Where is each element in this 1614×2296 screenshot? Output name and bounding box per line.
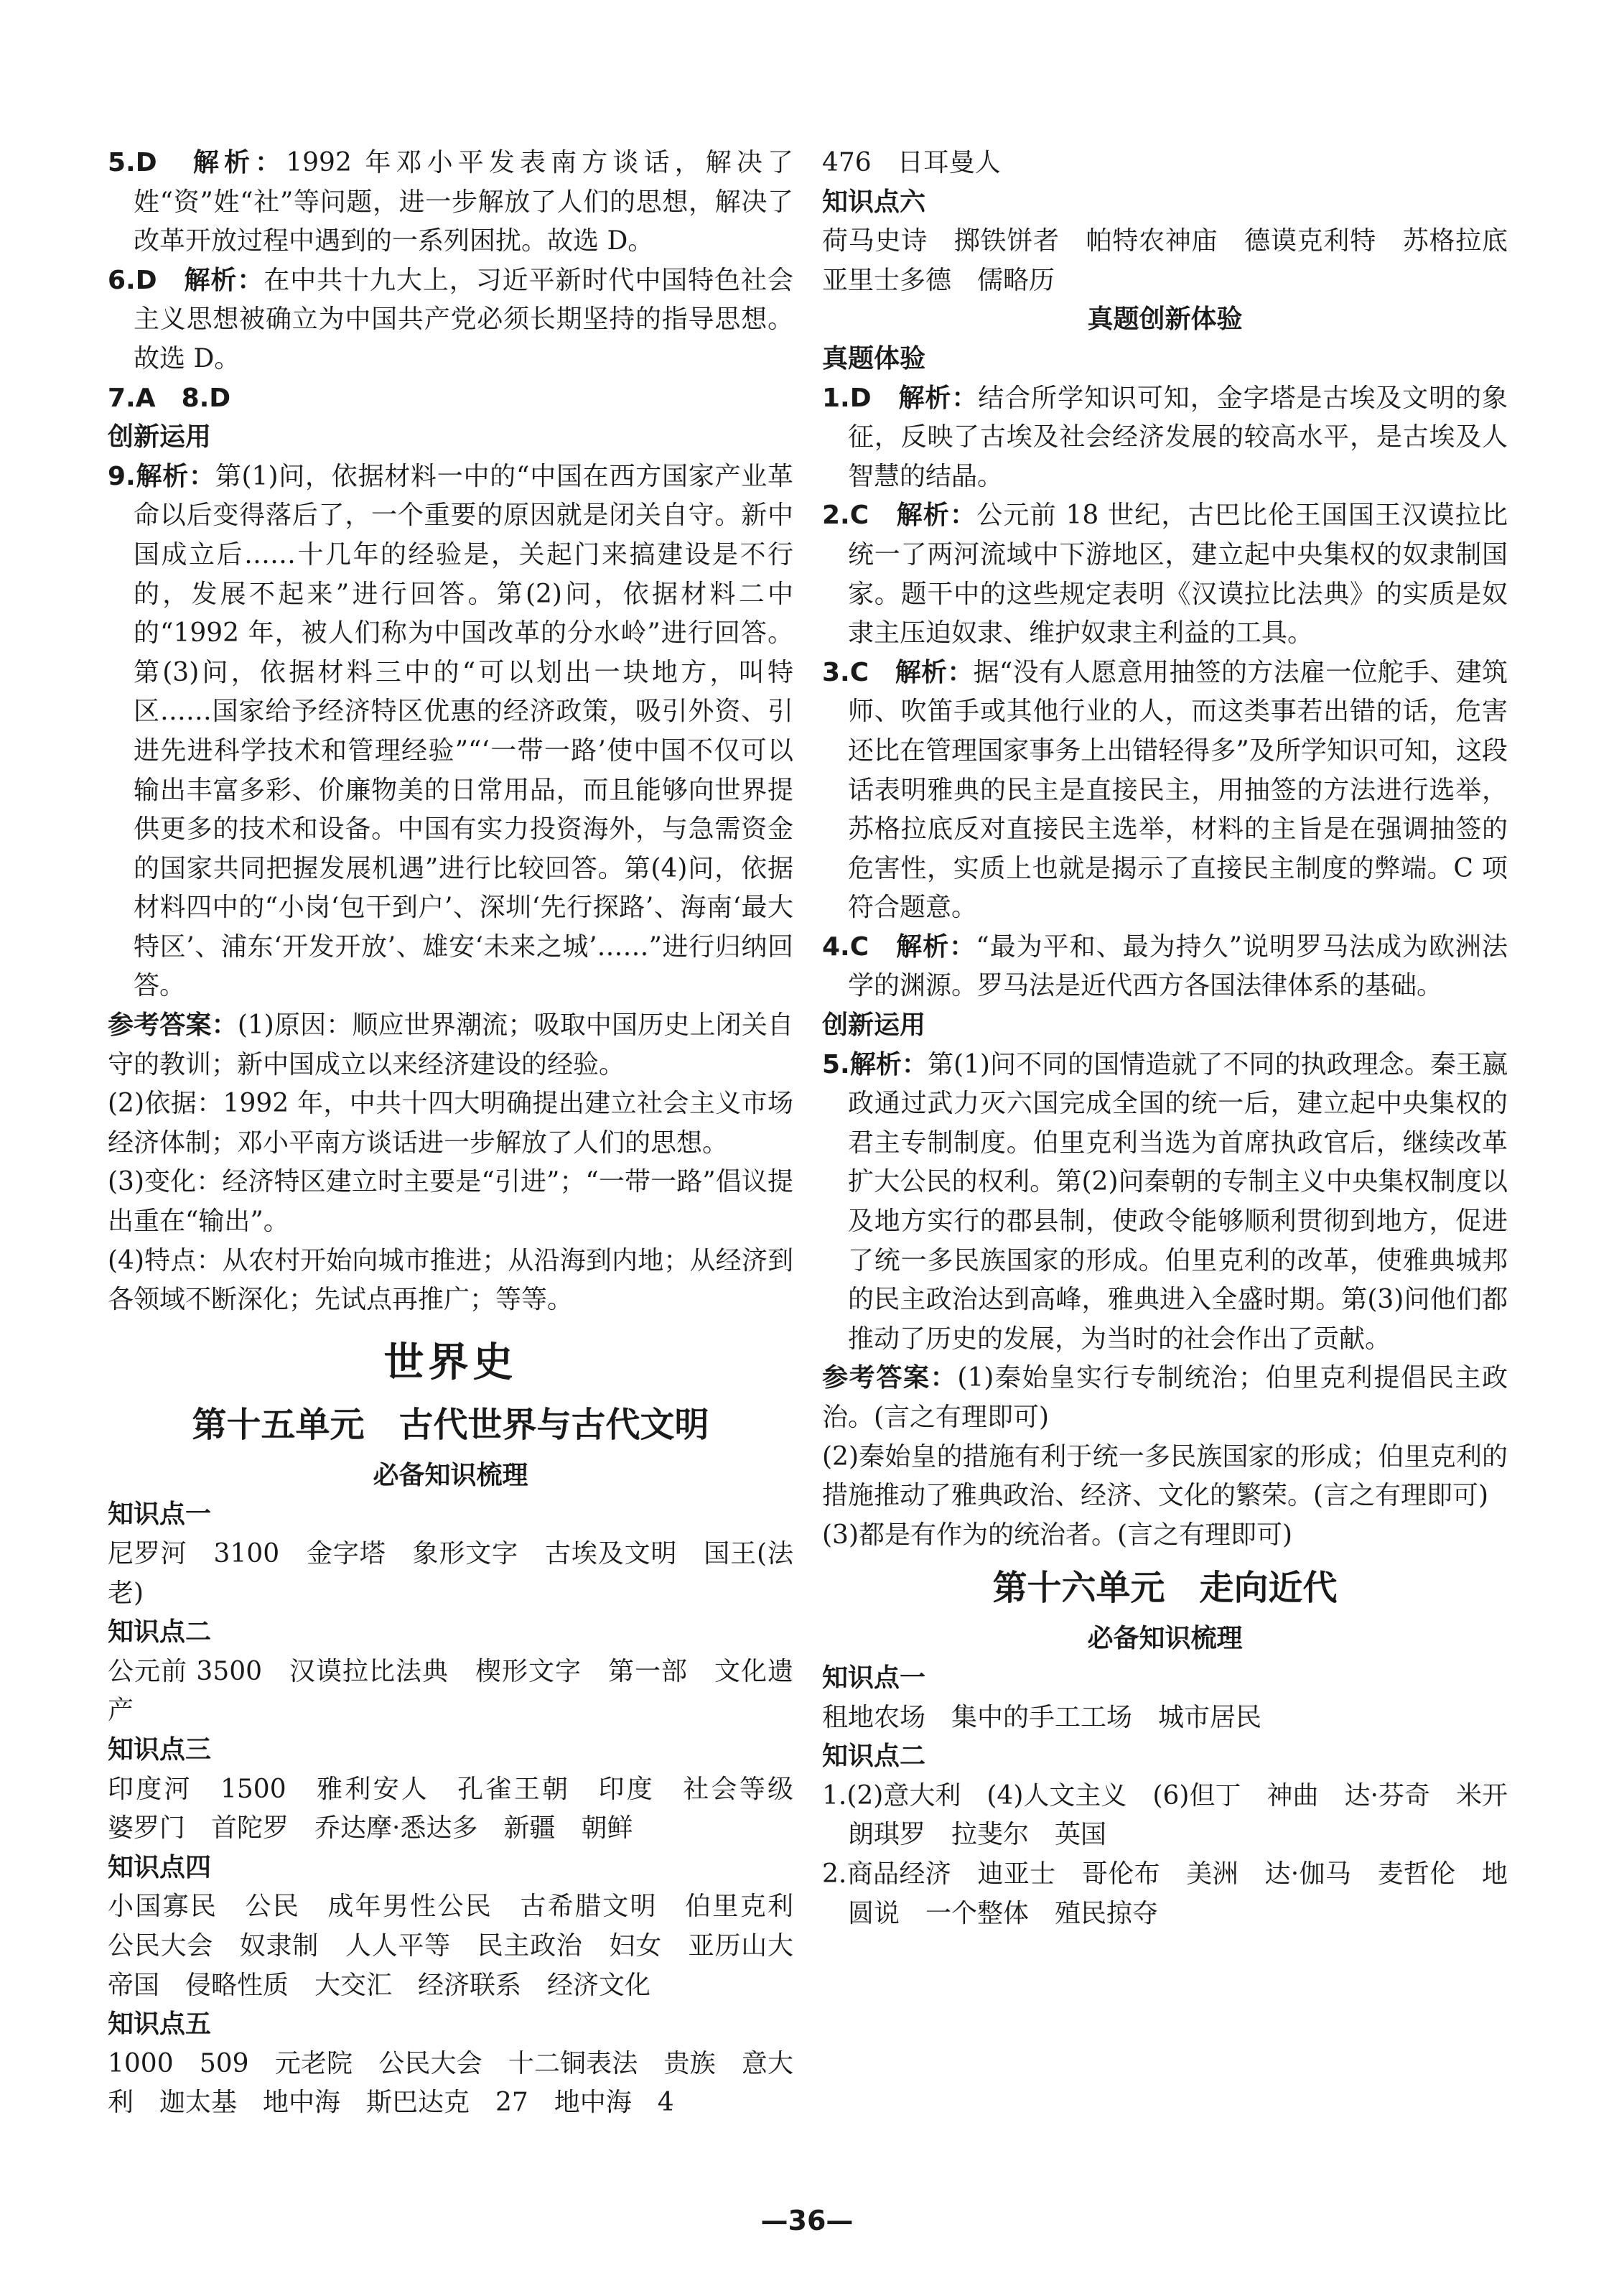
question-number: 1.D — [822, 383, 872, 413]
analysis-label: 解析： — [898, 383, 979, 413]
knowledge-point-2-text: 公元前 3500 汉谟拉比法典 楔形文字 第一部 文化遗产 — [108, 1656, 793, 1726]
reference-answer-3: (3)变化：经济特区建立时主要是“引进”；“一带一路”倡议提出重在“输出”。 — [108, 1167, 793, 1237]
knowledge-point-6-heading: 知识点六 — [822, 187, 926, 217]
right-column — [822, 144, 1534, 1933]
answer-q5 — [822, 1046, 1508, 1360]
knowledge-point-3-text: 印度河 1500 雅利安人 孔雀王朝 印度 社会等级 婆罗门 首陀罗 乔达摩·悉达多 新疆 朝鲜 — [108, 1774, 820, 1844]
question-number: 4.C — [822, 931, 869, 962]
answer-q6 — [108, 261, 793, 379]
answer-label: 参考答案： — [108, 1010, 238, 1041]
analysis-text: 第(1)问不同的国情造就了不同的执政理念。秦王嬴政通过武力灭六国完成全国的统一后，建立起中央集权的君主专制制度。伯里克利当选为首席执政官后，继续改革扩大公民的权利。第(2)问秦朝的专制主义中央集权制度以及地方实行的郡县制，使政令能够顺利贯彻到地方，促进了统一多民族国家的形成。伯里克利的改革，使雅典城邦的民主政治达到高峰，雅典进入全盛时期。第(3)问他们都推动了历史的发展，为当时的社会作出了贡献。 — [848, 1049, 1508, 1354]
unit-16-title: 第十六单元 走向近代 — [992, 1568, 1338, 1609]
knowledge-point-2-item-2: 2.商品经济 迪亚士 哥伦布 美洲 达·伽马 麦哲伦 地圆说 一个整体 殖民掠夺 — [822, 1859, 1508, 1928]
knowledge-point-1-heading: 知识点一 — [108, 1500, 212, 1530]
analysis-text: 结合所学知识可知，金字塔是古埃及文明的象征，反映了古埃及社会经济发展的较高水平，是古埃及人智慧的结晶。 — [848, 383, 1508, 491]
question-number: 3.C — [822, 657, 869, 687]
answer-q2 — [822, 496, 1508, 653]
section-title-real-exam: 真题创新体验 — [1087, 305, 1243, 335]
question-number: 6.D — [108, 265, 157, 295]
answer-q3 — [822, 654, 1508, 928]
knowledge-point-1-text: 尼罗河 3100 金字塔 象形文字 古埃及文明 国王(法老) — [108, 1539, 793, 1608]
knowledge-point-5-text: 1000 509 元老院 公民大会 十二铜表法 贵族 意大利 迦太基 地中海 斯巴达克 27 地中海 4 — [108, 2048, 793, 2118]
section-heading-innovation: 创新运用 — [108, 422, 212, 452]
question-number: 5.解析： — [822, 1049, 928, 1079]
page-number: —36— — [760, 2205, 854, 2236]
knowledge-point-5-heading: 知识点五 — [108, 2009, 212, 2040]
knowledge-point-3-heading: 知识点三 — [108, 1734, 212, 1765]
answer-q5 — [108, 144, 793, 261]
reference-answer-2: (2)依据：1992 年，中共十四大明确提出建立社会主义市场经济体制；邓小平南方谈话进一步解放了人们的思想。 — [108, 1089, 793, 1158]
analysis-text: 1992 年邓小平发表南方谈话，解决了姓“资”姓“社”等问题，进一步解放了人们的思想，解决了改革开放过程中遇到的一系列困扰。故选 D。 — [134, 148, 793, 256]
analysis-text: 在中共十九大上，习近平新时代中国特色社会主义思想被确立为中国共产党必须长期坚持的指导思想。故选 D。 — [134, 265, 793, 373]
question-number: 2.C — [822, 501, 869, 531]
reference-answer-1: 参考答案：(1)秦始皇实行专制统治；伯里克利提倡民主政治。(言之有理即可) — [822, 1363, 1508, 1432]
section-heading-innovation: 创新运用 — [822, 1010, 926, 1041]
left-column — [108, 144, 820, 2123]
knowledge-point-5-continued: 476 日耳曼人 — [822, 148, 1001, 177]
knowledge-point-2-heading: 知识点二 — [822, 1742, 926, 1772]
reference-answer-2: (2)秦始皇的措施有利于统一多民族国家的形成；伯里克利的措施推动了雅典政治、经济、文化的繁荣。(言之有理即可) — [822, 1441, 1508, 1511]
analysis-label: 解析： — [192, 148, 286, 177]
section-heading-real-exam: 真题体验 — [822, 343, 926, 373]
unit-15-subtitle: 必备知识梳理 — [373, 1460, 528, 1490]
knowledge-point-4-text: 小国寡民 公民 成年男性公民 古希腊文明 伯里克利 公民大会 奴隶制 人人平等 民主政治 妇女 亚历山大帝国 侵略性质 大交汇 经济联系 经济文化 — [108, 1892, 820, 2000]
analysis-label: 解析： — [896, 931, 976, 962]
analysis-label: 解析： — [896, 501, 977, 531]
reference-answer-4: (4)特点：从农村开始向城市推进；从沿海到内地；从经济到各领域不断深化；先试点再推广；等等。 — [108, 1245, 793, 1315]
analysis-text: 据“没有人愿意用抽签的方法雇一位舵手、建筑师、吹笛手或其他行业的人，而这类事若出错的话，危害还比在管理国家事务上出错轻得多”及所学知识可知，这段话表明雅典的民主是直接民主，用抽签的方法进行选举，苏格拉底反对直接民主选举，材料的主旨是在强调抽签的危害性，实质上也就是揭示了直接民主制度的弊端。C 项符合题意。 — [848, 657, 1508, 923]
analysis-label: 解析： — [895, 657, 974, 687]
knowledge-point-6-text: 荷马史诗 掷铁饼者 帕特农神庙 德谟克利特 苏格拉底 亚里士多德 儒略历 — [822, 226, 1534, 295]
answer-q7-q8: 7.A 8.D — [108, 383, 231, 413]
unit-16-subtitle: 必备知识梳理 — [1087, 1624, 1243, 1654]
question-number: 9.解析： — [108, 461, 215, 491]
knowledge-point-1-text: 租地农场 集中的手工工场 城市居民 — [822, 1702, 1262, 1732]
answer-label: 参考答案： — [822, 1363, 958, 1393]
analysis-text: 第(1)问，依据材料一中的“中国在西方国家产业革命以后变得落后了，一个重要的原因就是闭关自守。新中国成立后……十几年的经验是，关起门来搞建设是不行的，发展不起来”进行回答。第(2)问，依据材料二中的“1992 年，被人们称为中国改革的分水岭”进行回答。第(3)问，依据材料三中的“可以划出一块地方，叫特区……国家给予经济特区优惠的经济政策，吸引外资、引进先进科学技术和管理经验”“‘一带一路’使中国不仅可以输出丰富多彩、价廉物美的日常用品，而且能够向世界提供更多的技术和设备。中国有实力投资海外，与急需资金的国家共同把握发展机遇”进行比较回答。第(4)问，依据材料四中的“小岗‘包干到户’、深圳‘先行探路’、海南‘最大特区’、浦东‘开发开放’、雄安‘未来之城’……”进行归纳回答。 — [134, 461, 793, 1001]
unit-15-title: 第十五单元 古代世界与古代文明 — [192, 1404, 709, 1445]
reference-answer-3: (3)都是有作为的统治者。(言之有理即可) — [822, 1520, 1293, 1550]
world-history-title: 世界史 — [383, 1339, 518, 1386]
answer-q4 — [822, 928, 1508, 1006]
question-number: 5.D — [108, 148, 157, 177]
analysis-label: 解析： — [184, 265, 264, 295]
reference-answer-1: 参考答案：(1)原因：顺应世界潮流；吸取中国历史上闭关自守的教训；新中国成立以来经济建设的经验。 — [108, 1010, 793, 1079]
knowledge-point-2-heading: 知识点二 — [108, 1617, 212, 1647]
answer-q1 — [822, 379, 1508, 497]
analysis-text: “最为平和、最为持久”说明罗马法成为欧洲法学的渊源。罗马法是近代西方各国法律体系的基础。 — [848, 931, 1508, 1001]
answer-q9 — [108, 457, 793, 1006]
analysis-text: 公元前 18 世纪，古巴比伦王国国王汉谟拉比统一了两河流域中下游地区，建立起中央集权的奴隶制国家。题干中的这些规定表明《汉谟拉比法典》的实质是奴隶主压迫奴隶、维护奴隶主利益的工具。 — [848, 501, 1508, 649]
knowledge-point-4-heading: 知识点四 — [108, 1852, 212, 1882]
knowledge-point-1-heading: 知识点一 — [822, 1663, 926, 1693]
knowledge-point-2-item-1: 1.(2)意大利 (4)人文主义 (6)但丁 神曲 达·芬奇 米开朗琪罗 拉斐尔 英国 — [822, 1780, 1508, 1850]
